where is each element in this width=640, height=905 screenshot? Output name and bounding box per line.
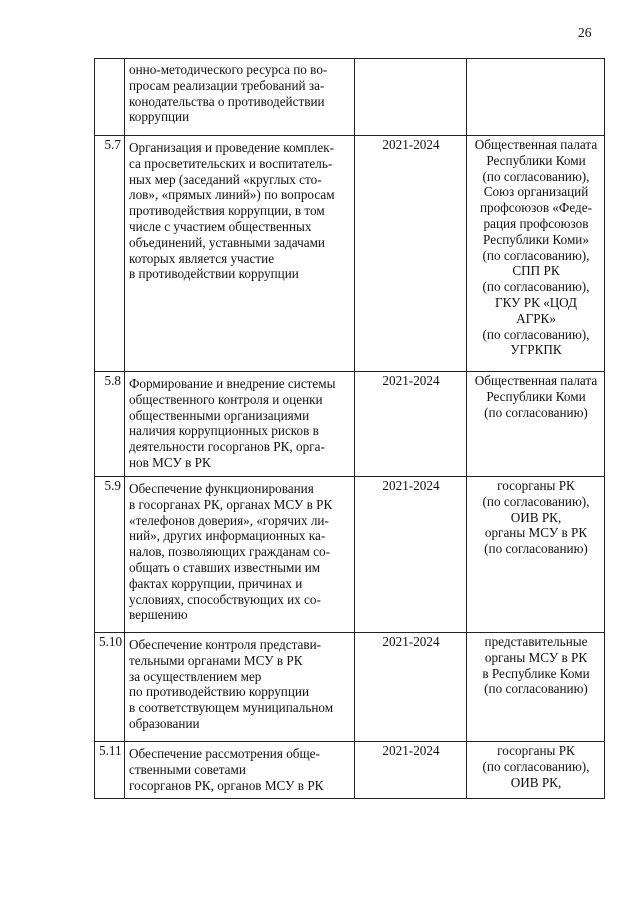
executor-line: Республики Коми xyxy=(486,388,586,404)
executor-line: рация профсоюзов xyxy=(483,215,589,231)
term xyxy=(355,59,467,136)
description-line: Формирование и внедрение системы xyxy=(129,376,336,391)
description-line: за осуществлением мер xyxy=(129,668,262,684)
table-row xyxy=(95,633,605,742)
measure-description xyxy=(125,633,355,742)
description-line: в госорганах РК, органах МСУ в РК xyxy=(129,496,333,512)
description-line: общать о ставших известными им xyxy=(129,559,321,575)
description-line: в противодействии коррупции xyxy=(129,266,299,282)
measure-description xyxy=(125,742,355,799)
measures-table xyxy=(94,58,605,799)
executor-line: (по согласованию), xyxy=(482,758,590,774)
executor-line: в Республике Коми xyxy=(482,665,590,681)
term: 2021-2024 xyxy=(355,477,467,633)
item-number: 5.8 xyxy=(95,372,125,477)
description-line: лов», «прямых линий») по вопросам xyxy=(129,187,335,203)
description-line: коррупции xyxy=(129,109,190,125)
description-line: ственными советами xyxy=(129,761,246,777)
executor-line: органы МСУ в РК xyxy=(484,649,588,665)
measure-description xyxy=(125,136,355,372)
executor-line: госорганы РК xyxy=(497,743,575,758)
executor-line: представительные xyxy=(484,634,588,649)
executors xyxy=(467,136,605,372)
table-row xyxy=(95,477,605,633)
executor-line: Союз организаций xyxy=(483,184,589,200)
executor-line: (по согласованию), xyxy=(482,247,590,263)
executors xyxy=(467,633,605,742)
description-line: онно-методического ресурса по во- xyxy=(129,62,328,77)
term: 2021-2024 xyxy=(355,742,467,799)
item-number: 5.7 xyxy=(95,136,125,372)
executor-line: Республики Коми xyxy=(486,152,586,168)
description-line: вершению xyxy=(129,607,188,623)
executor-line: ОИВ РК, xyxy=(510,509,562,525)
executor-line: ГКУ РК «ЦОД xyxy=(494,294,578,310)
description-line: в соответствующем муниципальном xyxy=(129,700,334,716)
description-line: просам реализации требований за- xyxy=(129,77,325,93)
measure-description xyxy=(125,477,355,633)
description-line: ний», других информационных ка- xyxy=(129,528,326,544)
executor-line: СПП РК xyxy=(512,263,560,279)
description-line: Обеспечение рассмотрения обще- xyxy=(129,746,320,761)
item-number: 5.11 xyxy=(95,742,125,799)
executor-line: (по согласованию), xyxy=(482,493,590,509)
item-number xyxy=(95,59,125,136)
description-line: тельными органами МСУ в РК xyxy=(129,652,303,668)
description-line: по противодействию коррупции xyxy=(129,684,310,700)
description-line: общественного контроля и оценки xyxy=(129,391,323,407)
term: 2021-2024 xyxy=(355,633,467,742)
executor-line: (по согласованию), xyxy=(482,279,590,295)
description-line: противодействия коррупции, в том xyxy=(129,203,325,219)
description-line: фактах коррупции, причинах и xyxy=(129,575,303,591)
description-line: образовании xyxy=(129,715,200,731)
executor-line: Общественная палата xyxy=(474,373,598,388)
executor-line: профсоюзов «Феде- xyxy=(480,200,592,216)
description-line: которых является участие xyxy=(129,250,275,266)
table-row xyxy=(95,742,605,799)
executor-line: госорганы РК xyxy=(497,478,575,493)
executor-line: (по согласованию), xyxy=(482,168,590,184)
executor-line: АГРК» xyxy=(516,310,556,326)
description-line: объединений, уставными задачами xyxy=(129,234,325,250)
description-line: числе с участием общественных xyxy=(129,218,312,234)
executors xyxy=(467,372,605,477)
executors xyxy=(467,742,605,799)
description-line: госорганов РК, органов МСУ в РК xyxy=(129,777,324,793)
measure-description xyxy=(125,372,355,477)
description-line: конодательства о противодействии xyxy=(129,93,325,109)
description-line: наличия коррупционных рисков в xyxy=(129,423,319,439)
executor-line: (по согласованию) xyxy=(484,541,588,557)
term: 2021-2024 xyxy=(355,136,467,372)
table-row xyxy=(95,136,605,372)
executors xyxy=(467,477,605,633)
description-line: Обеспечение функционирования xyxy=(129,481,314,496)
description-line: условиях, способствующих их со- xyxy=(129,591,321,607)
executor-line: ОИВ РК, xyxy=(510,774,562,790)
description-line: Организация и проведение комплек- xyxy=(129,140,335,155)
table-row xyxy=(95,372,605,477)
description-line: нов МСУ в РК xyxy=(129,454,211,470)
executor-line: УГРКПК xyxy=(510,342,562,358)
description-line: деятельности госорганов РК, орга- xyxy=(129,439,325,455)
executor-line: Общественная палата xyxy=(474,137,598,152)
executor-line: (по согласованию) xyxy=(484,404,588,420)
description-line: ных мер (заседаний «круглых сто- xyxy=(129,171,322,187)
table-row xyxy=(95,59,605,136)
item-number: 5.10 xyxy=(95,633,125,742)
executor-line: (по согласованию), xyxy=(482,326,590,342)
item-number: 5.9 xyxy=(95,477,125,633)
description-line: налов, позволяющих гражданам со- xyxy=(129,544,330,560)
executor-line: органы МСУ в РК xyxy=(484,525,588,541)
description-line: «телефонов доверия», «горячих ли- xyxy=(129,512,329,528)
description-line: са просветительских и воспитатель- xyxy=(129,155,333,171)
measure-description xyxy=(125,59,355,136)
executor-line: Республики Коми» xyxy=(483,231,589,247)
description-line: Обеспечение контроля представи- xyxy=(129,637,322,652)
term: 2021-2024 xyxy=(355,372,467,477)
page-number: 26 xyxy=(578,25,592,40)
executors xyxy=(467,59,605,136)
description-line: общественными организациями xyxy=(129,407,310,423)
executor-line: (по согласованию) xyxy=(484,681,588,697)
